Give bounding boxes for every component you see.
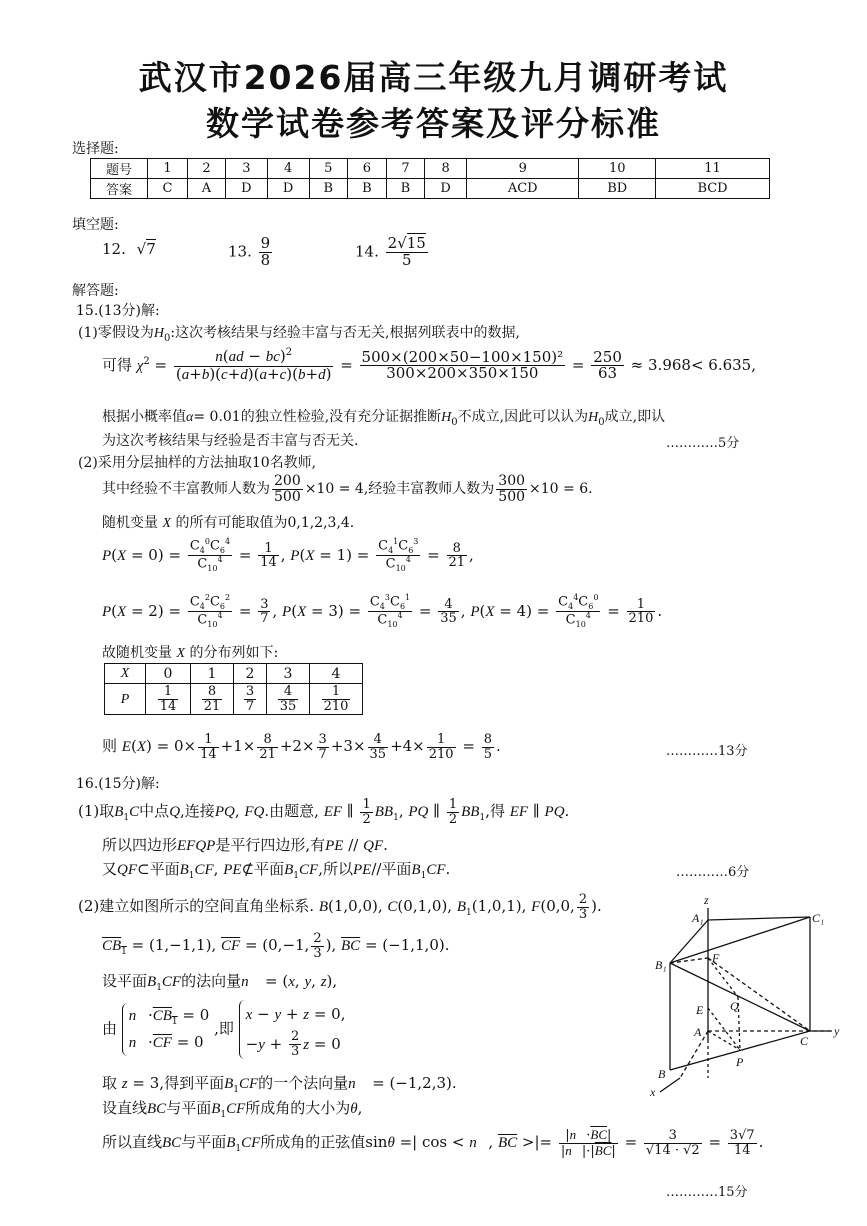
- frac-num: 1: [258, 542, 279, 557]
- q16-p2-a: (2)建立如图所示的空间直角坐标系.: [78, 897, 315, 916]
- q15-p1-text-b: :这次考核结果与经验丰富与否无关,根据列联表中的数据,: [170, 325, 520, 341]
- q15-heading: 15.(13分)解:: [76, 303, 160, 319]
- q15-conclusion-line1: 根据小概率值α= 0.01的独立性检验,没有充分证据推断$H_0$不成立,因此可以认为$H_0$成立,即认: [102, 409, 666, 428]
- frac-den: 210: [323, 698, 349, 714]
- concl-d: 成立,即认: [604, 409, 666, 425]
- frac-num: $C_4^2C_6^2$: [189, 593, 231, 611]
- frac-den: 63: [598, 364, 618, 383]
- sampling-frac-1: [272, 474, 303, 504]
- frac-num: 1: [158, 685, 179, 700]
- sampling-a: 其中经验不丰富教师人数为: [102, 481, 270, 498]
- sin-c: 所成角的正弦值: [260, 1133, 366, 1152]
- frac-num: 300: [498, 473, 526, 489]
- dist-x-cell: 4: [310, 664, 363, 684]
- sampling-c: ×10 = 6.: [529, 481, 593, 498]
- distribution-table: [104, 663, 363, 715]
- prob-value: [447, 542, 468, 570]
- q15-p1-text-a: (1)零假设为: [78, 325, 154, 341]
- fig-label: Q: [730, 999, 739, 1013]
- q15-conclusion-line2: 为这次考核结果与经验是否丰富与否无关.: [102, 433, 359, 449]
- q16-p1-a: (1)取: [78, 802, 115, 821]
- fig-label: C₁: [812, 911, 825, 925]
- q16-vectors: $CB_1 = (1,-1,1)$, $\overline{CF} = (0,-1$, $\frac{2}{3}$ ), $\overline{BC} = (-1,1,0)$.: [102, 931, 450, 961]
- fc-line: [708, 958, 810, 1031]
- q16-score-6: …………6分: [676, 865, 750, 880]
- sampling-b: ×10 = 4,经验丰富教师人数为: [304, 481, 495, 498]
- q16-p1-l2-a: 所以四边形: [102, 836, 178, 854]
- prob-frac: [556, 594, 600, 630]
- sin-b: 与平面: [181, 1133, 227, 1152]
- dist-x-row: X 0 1 2 3 4: [105, 664, 363, 684]
- choice-answer-table: [90, 158, 770, 199]
- choice-num-cell: 6: [348, 159, 387, 179]
- q16-part1-line2: 所以四边形EFQP是平行四边形,有PE // QF.: [102, 836, 388, 854]
- q14-coef: 2: [387, 234, 398, 252]
- exp-lead: 则: [102, 737, 118, 756]
- q16-part1-line1: (1)取$B_1C$中点Q,连接PQ, FQ.由题意, EF ∥ $\frac{1}{2}$ $BB_1$, PQ ∥ $\frac{1}{2}$ $BB_1$,得 EF ∥ PQ.: [78, 797, 570, 827]
- choice-answer-cell: D: [267, 179, 309, 199]
- q16-angle-def: 设直线BC与平面$B_1CF$所成角的大小为θ,: [102, 1099, 363, 1120]
- angle-a: 设直线: [102, 1099, 148, 1117]
- frac-den: $C_{10}^4$: [565, 611, 591, 630]
- q14-fraction: [386, 236, 428, 269]
- fig-label: F: [712, 951, 720, 965]
- choice-num-cell: 2: [188, 159, 226, 179]
- fig-label: A: [694, 1025, 702, 1039]
- q16-normal-vector-line: 设平面$B_1CF$的法向量n⃗ = (x, y, z),: [102, 972, 338, 993]
- frac-den: 5: [401, 250, 412, 269]
- dist-p-cell: [310, 684, 363, 715]
- take-c: 的一个法向量: [258, 1074, 349, 1092]
- row-label-answer: 答案: [91, 179, 148, 199]
- chi-lead: 可得: [102, 355, 133, 374]
- q16-p1-l3-c: ⊄平面: [241, 860, 285, 878]
- frac-den: 21: [203, 698, 221, 714]
- fig-label: z: [704, 893, 709, 907]
- choice-answer-cell: D: [425, 179, 467, 199]
- dist-p-cell: [234, 684, 267, 715]
- dist-x-cell: 0: [146, 664, 191, 684]
- choice-num-cell: 4: [267, 159, 309, 179]
- q15-part1-line: (1)零假设为$H_0$:这次考核结果与经验丰富与否无关,根据列联表中的数据,: [78, 325, 520, 344]
- q16-score-15: …………15分: [666, 1185, 748, 1200]
- frac-den: 21: [448, 555, 466, 571]
- sys-mid: ,即: [214, 1019, 234, 1038]
- q15-prob-line-2: P(X = 2) = $\frac{C_4^2C_6^2}{C_{10}^4}$ = $\frac{3}{7}$ , P(X = 3) = $\frac{C_4^3C_6^1}{C_{10}^4}$ = $\frac{4}{35}$ , P(X = 4) = $\frac{C_4^4C_6^0}{C_{10}^4}$ = $\frac{1}{210}$ .: [102, 593, 663, 630]
- sampling-frac-2: [496, 474, 527, 504]
- row-label-number: 题号: [91, 159, 148, 179]
- frac-den: 7: [260, 611, 269, 627]
- frac-num: $C_4^3C_6^1$: [369, 593, 411, 611]
- normal-b: 的法向量: [181, 972, 242, 990]
- dist-intro-b: 的分布列如下:: [189, 645, 279, 661]
- frac-num: n(ad − bc)$^2$: [174, 348, 334, 367]
- choice-answer-cell: B: [386, 179, 425, 199]
- q15-values-line: 随机变量 X 的所有可能取值为0,1,2,3,4.: [102, 515, 355, 531]
- system-brace-2: x − y + z = 0, −y + $\frac{2}{3}$ z = 0: [239, 1000, 346, 1059]
- dist-x-cell: 3: [267, 664, 310, 684]
- fig-label: C: [800, 1034, 809, 1048]
- q12-number: 12.: [102, 240, 126, 258]
- frac-den: $C_{10}^4$: [197, 555, 223, 574]
- frac-den: 500: [274, 488, 301, 505]
- fig-label: E: [696, 1003, 704, 1017]
- frac-num: 1: [627, 598, 656, 613]
- q16-p1-d: .由题意,: [264, 802, 319, 821]
- exam-title: 武汉市2026届高三年级九月调研考试: [138, 58, 729, 97]
- frac-den: 14: [260, 555, 277, 571]
- angle-c: 所成角的大小为: [245, 1099, 351, 1117]
- frac-den: 8: [260, 250, 271, 269]
- frac-num: 8: [447, 542, 468, 557]
- solve-section-label: 解答题:: [72, 283, 119, 299]
- choice-answer-cell: C: [148, 179, 188, 199]
- frac-den: (a+b)(c+d)(a+c)(b+d): [175, 364, 332, 383]
- frac-den: $C_{10}^4$: [377, 611, 403, 630]
- fill-section-label: 填空题:: [72, 217, 119, 233]
- frac-den: 210: [628, 611, 654, 627]
- prob-value: [438, 598, 459, 626]
- q16-heading: 16.(15分)解:: [76, 776, 160, 792]
- q15-dist-intro: 故随机变量 X 的分布列如下:: [102, 645, 279, 661]
- fill-answer-12: [102, 240, 156, 258]
- dist-p-cell: [146, 684, 191, 715]
- concl-c: 不成立,因此可以认为: [457, 409, 589, 425]
- q15-expectation: 则 E(X) = 0× $\frac{1}{14}$ +1× $\frac{8}{21}$ +2× $\frac{3}{7}$ +3× $\frac{4}{35}$ +4× $\frac{1}{210}$ = $\frac{8}{5}$ .: [102, 732, 501, 762]
- frac-num: 9: [260, 234, 271, 252]
- frac-num: 500×(200×50−100×150)²: [361, 347, 564, 366]
- frac-den: 300×200×350×150: [386, 364, 539, 383]
- choice-answer-cell: B: [348, 179, 387, 199]
- q15-score-13: …………13分: [666, 744, 748, 759]
- choice-num-cell: 8: [425, 159, 467, 179]
- q16-p1-l2-b: 是平行四边形,有: [215, 836, 326, 854]
- q16-p1-l3-a: 又: [102, 860, 118, 878]
- frac-num: 4: [278, 685, 299, 700]
- q16-equation-system: [102, 1000, 345, 1059]
- sys-lead: 由: [102, 1019, 118, 1038]
- angle-b: 与平面: [166, 1099, 212, 1117]
- frac-num: 2√15: [387, 234, 426, 252]
- q15-prob-line-1: P(X = 0) = $\frac{C_4^0C_6^4}{C_{10}^4}$ = $\frac{1}{14}$ , P(X = 1) = $\frac{C_4^1C_6^3}{C_{10}^4}$ = $\frac{8}{21}$ ,: [102, 537, 474, 574]
- chi-result-fraction: [591, 347, 624, 383]
- exam-subtitle: 数学试卷参考答案及评分标准: [206, 104, 661, 143]
- frac-num: 8: [483, 732, 492, 747]
- exp-result: [482, 733, 494, 761]
- values-a: 随机变量: [102, 515, 158, 531]
- frac-num: 250: [593, 347, 622, 366]
- choice-num-cell: 5: [309, 159, 348, 179]
- dist-x-cell: 2: [234, 664, 267, 684]
- frac-den: 500: [498, 488, 526, 505]
- choice-num-cell: 1: [148, 159, 188, 179]
- fill-answer-14: [355, 236, 430, 269]
- q15-part2-line: (2)采用分层抽样的方法抽取10名教师,: [78, 455, 317, 471]
- take-a: 取: [102, 1074, 118, 1092]
- fig-label: P: [736, 1055, 744, 1069]
- choice-num-cell: 3: [225, 159, 267, 179]
- q16-p1-c: ,连接: [180, 802, 215, 821]
- q14-number: 14.: [355, 242, 379, 261]
- prob-value: [258, 542, 279, 570]
- q15-sampling-line: [102, 474, 593, 504]
- concl-b: = 0.01的独立性检验,没有充分证据推断: [193, 409, 442, 425]
- q16-part2-coords: (2)建立如图所示的空间直角坐标系. B(1,0,0), C(0,1,0), $B_1(1,0,1)$, F(0,0, $\frac{2}{3}$ ).: [78, 892, 602, 922]
- frac-den: 5: [483, 746, 492, 762]
- prob-frac: [376, 538, 420, 574]
- choice-answer-cell: D: [225, 179, 267, 199]
- prism-figure: [640, 890, 850, 1105]
- dist-intro-a: 故随机变量: [102, 645, 172, 661]
- fig-label: B₁: [655, 958, 667, 972]
- q16-p1-b: 中点: [139, 802, 170, 821]
- q16-sine-result: 所以直线BC与平面$B_1CF$所成角的正弦值sinθ =| cos < n⃗, $\overline{BC}$ >|= $\frac{|n⃗\cdot\overline{BC}|}{|n⃗|\cdot|\overline{BC}|}$ = $\frac{3}{√14 \cdot √2}$ = $\frac{3√7}{14}$ .: [102, 1127, 764, 1159]
- prob-frac: [188, 594, 232, 630]
- sin-a: 所以直线: [102, 1133, 163, 1152]
- system-brace-1: $n⃗\cdot CB_1 = 0$ $n⃗\cdot\overline{CF} = 0$: [122, 1003, 210, 1057]
- frac-num: 8: [202, 685, 223, 700]
- fig-label: A₁: [692, 911, 704, 925]
- frac-den: $C_{10}^4$: [385, 555, 411, 574]
- frac-den: 14: [159, 698, 177, 714]
- frac-num: 3: [260, 596, 269, 612]
- q13-number: 13.: [228, 242, 252, 261]
- choice-answer-cell: BD: [579, 179, 656, 199]
- fill-answer-13: [228, 236, 274, 269]
- dist-x-cell: 1: [191, 664, 234, 684]
- dist-p-cell: [191, 684, 234, 715]
- choice-number-row: [91, 159, 770, 179]
- frac-num: 3: [245, 684, 255, 699]
- choice-answer-cell: BCD: [656, 179, 770, 199]
- prob-frac: [188, 538, 232, 574]
- choice-answer-cell: ACD: [467, 179, 579, 199]
- q16-p1-l3-d: ,所以: [318, 860, 353, 878]
- choice-answer-row: [91, 179, 770, 199]
- q14-radicand: 15: [406, 234, 426, 252]
- take-b: ,得到平面: [159, 1074, 225, 1092]
- dist-p-row: P $\frac{1}{14}$ $\frac{8}{21}$ $\frac{3}{7}$ $\frac{4}{35}$ $\frac{1}{210}$: [105, 684, 363, 715]
- frac-den: 35: [440, 611, 457, 627]
- chi-general-fraction: [174, 348, 334, 384]
- b1c-line: [670, 963, 810, 1031]
- prob-frac: [368, 594, 412, 630]
- fig-label: x: [650, 1085, 656, 1099]
- ap-line: [708, 1031, 740, 1050]
- q13-fraction: [259, 236, 273, 269]
- prob-value: [627, 598, 656, 626]
- q15-chi-square-formula: 可得 $\chi^2$ = $\frac{n(ad - bc)^2}{(a+b)(c+d)(a+c)(b+d)}$ = $\frac{\text{500×(200×50−100×150)²}}{300\times 200\times 350\times 150}$ = $\frac{250}{63}$ ≈ 3.968< 6.635,: [102, 347, 756, 383]
- frac-num: $C_4^4C_6^0$: [558, 593, 599, 611]
- q16-take-z: 取 z = 3,得到平面$B_1CF$的一个法向量n⃗ = (−1,2,3).: [102, 1074, 457, 1095]
- concl-a: 根据小概率值: [102, 409, 186, 425]
- frac-den: 7: [245, 698, 255, 714]
- choice-answer-cell: A: [188, 179, 226, 199]
- fig-label: B: [658, 1067, 666, 1081]
- q12-radicand: 7: [146, 240, 156, 258]
- choice-num-cell: 9: [467, 159, 579, 179]
- ep-line: [708, 1008, 740, 1050]
- frac-num: $C_4^0C_6^4$: [189, 537, 231, 555]
- choice-num-cell: 10: [579, 159, 656, 179]
- chi-numeric-fraction: [360, 347, 566, 383]
- q16-p1-l3-e: //平面: [371, 860, 412, 878]
- choice-num-cell: 7: [386, 159, 425, 179]
- q16-p1-l3-b: ⊂平面: [137, 860, 180, 878]
- choice-section-label: 选择题:: [72, 141, 119, 157]
- frac-num: 200: [274, 473, 301, 489]
- sqrt-icon: √: [136, 240, 147, 258]
- q16-p1-e: ,得: [485, 802, 505, 821]
- q16-part1-line3: 又QF⊂平面$B_1CF$, PE⊄平面$B_1CF$,所以PE//平面$B_1CF$.: [102, 860, 451, 881]
- dist-p-cell: [267, 684, 310, 715]
- choice-answer-cell: B: [309, 179, 348, 199]
- frac-num: 4: [438, 598, 459, 613]
- frac-num: $C_4^1C_6^3$: [378, 537, 419, 555]
- normal-a: 设平面: [102, 972, 148, 990]
- q15-score-5: …………5分: [666, 436, 740, 451]
- fig-label: y: [834, 1024, 840, 1038]
- frac-den: 35: [279, 698, 297, 714]
- a1c1-edge: [708, 917, 810, 920]
- chi-tail: ≈ 3.968< 6.635,: [630, 355, 756, 374]
- frac-den: $C_{10}^4$: [197, 611, 223, 630]
- prob-value: [258, 598, 270, 626]
- choice-num-cell: 11: [656, 159, 770, 179]
- values-b: 的所有可能取值为0,1,2,3,4.: [175, 515, 355, 531]
- frac-num: 1: [322, 685, 351, 700]
